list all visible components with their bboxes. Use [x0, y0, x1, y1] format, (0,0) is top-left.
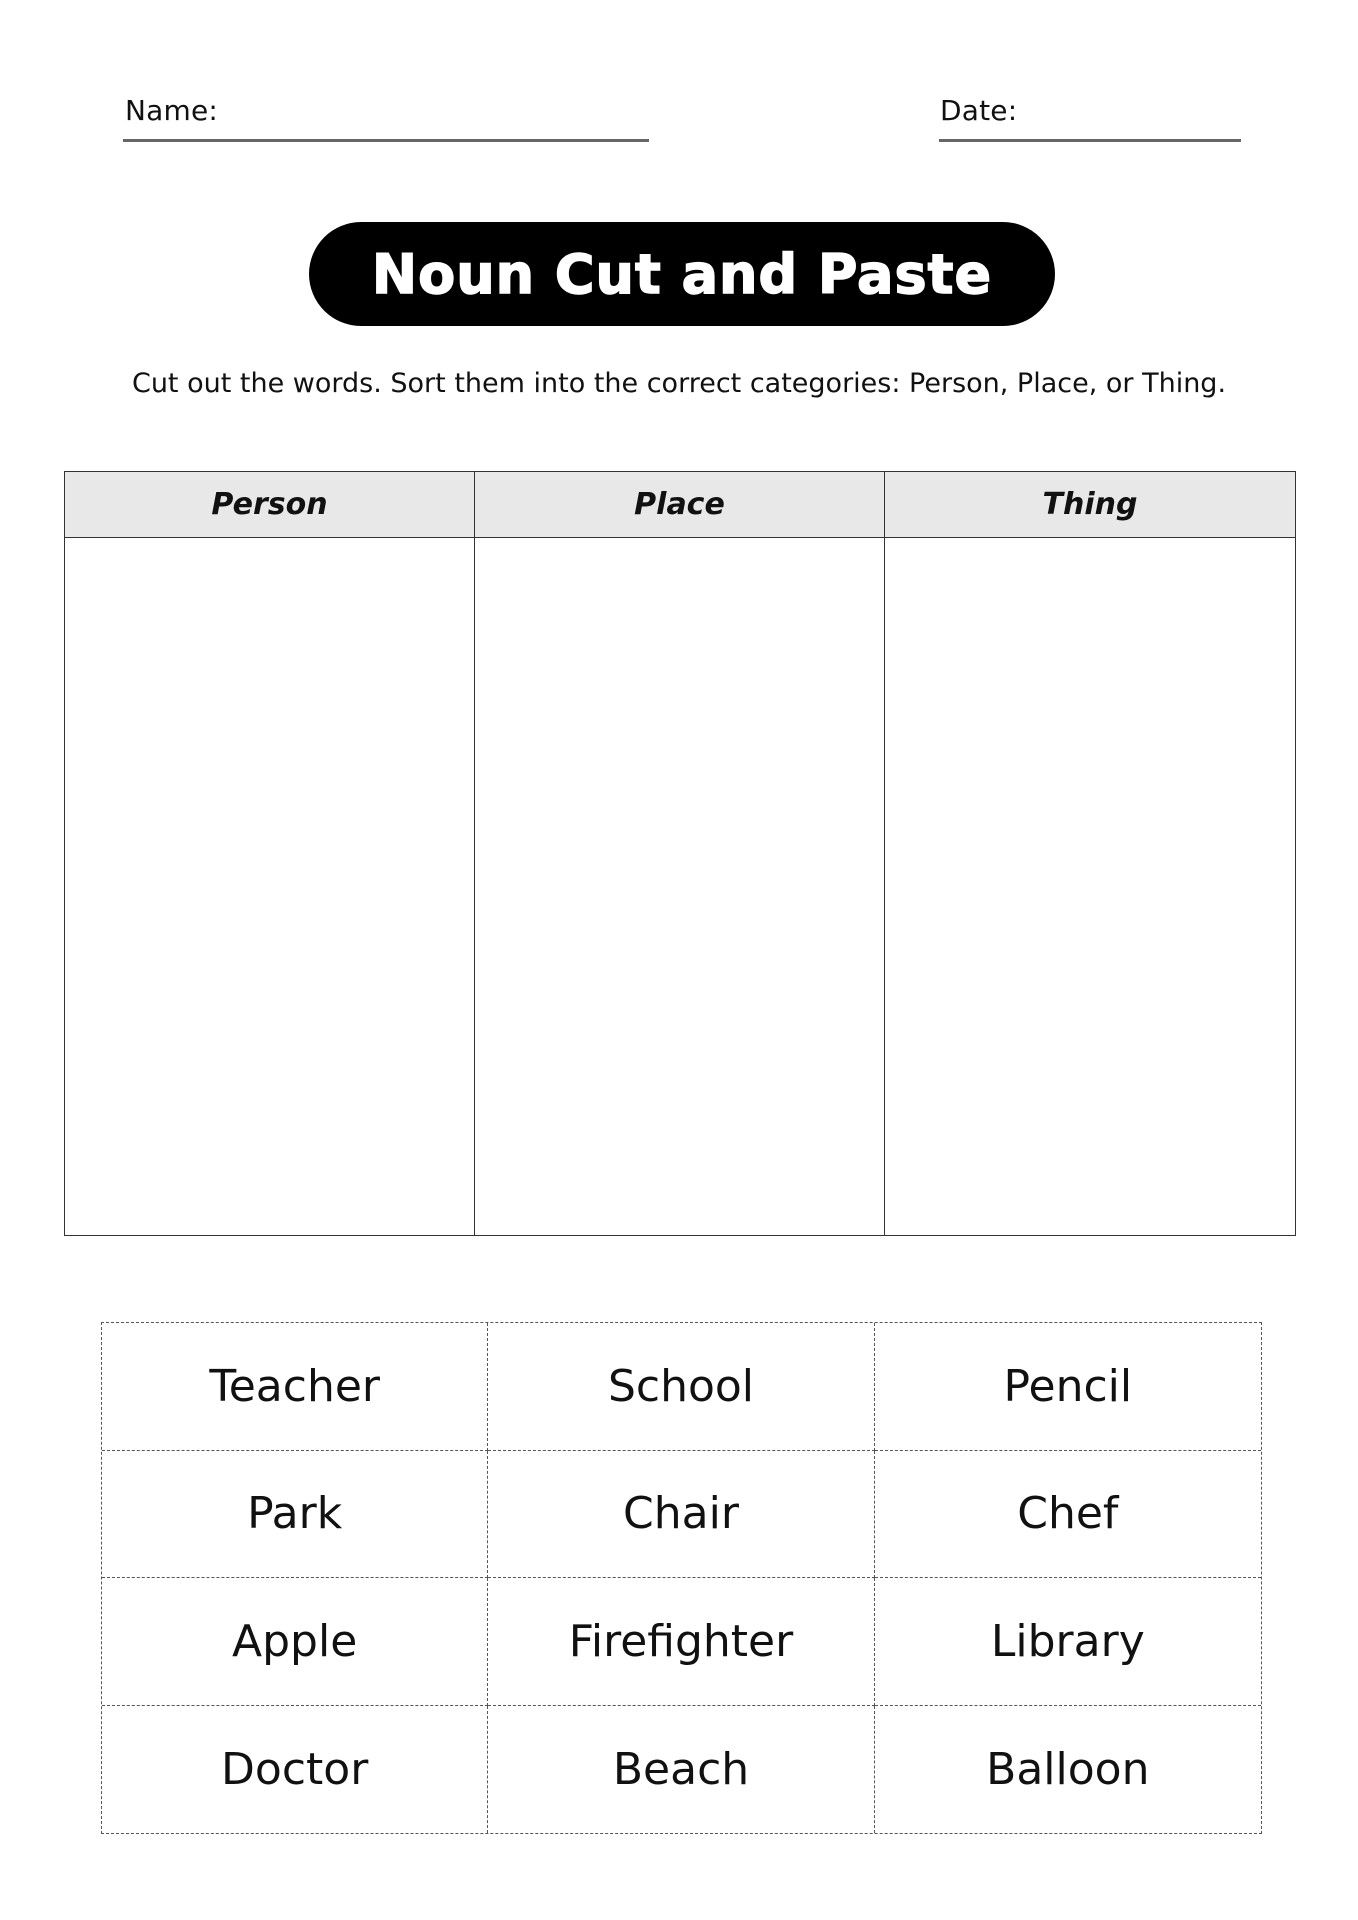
- word-card[interactable]: School: [488, 1323, 874, 1451]
- title-banner: [309, 222, 1055, 326]
- word-card[interactable]: Firefighter: [488, 1578, 874, 1706]
- word-card[interactable]: Park: [102, 1451, 488, 1579]
- word-card[interactable]: Chair: [488, 1451, 874, 1579]
- word-card[interactable]: Doctor: [102, 1706, 488, 1834]
- date-line[interactable]: [939, 139, 1241, 142]
- word-card[interactable]: Library: [875, 1578, 1261, 1706]
- instructions: Cut out the words. Sort them into the correct categories: Person, Place, or Thing.: [131, 368, 1227, 399]
- drop-area-person[interactable]: [65, 538, 475, 1235]
- word-card[interactable]: Apple: [102, 1578, 488, 1706]
- drop-area-thing[interactable]: [885, 538, 1295, 1235]
- word-cards-grid: [101, 1322, 1262, 1834]
- date-label: Date:: [940, 94, 1018, 127]
- sorting-table: [64, 471, 1296, 1236]
- word-card[interactable]: Teacher: [102, 1323, 488, 1451]
- word-card[interactable]: Chef: [875, 1451, 1261, 1579]
- word-card[interactable]: Pencil: [875, 1323, 1261, 1451]
- column-header-place: Place: [475, 472, 885, 538]
- page-title: Noun Cut and Paste: [371, 242, 993, 306]
- name-line[interactable]: [123, 139, 649, 142]
- word-card[interactable]: Balloon: [986, 1743, 1150, 1795]
- column-header-thing: Thing: [885, 472, 1295, 538]
- column-header-person: Person: [65, 472, 475, 538]
- word-card[interactable]: Beach: [488, 1706, 874, 1834]
- name-label: Name:: [125, 94, 219, 127]
- drop-area-place[interactable]: [475, 538, 885, 1235]
